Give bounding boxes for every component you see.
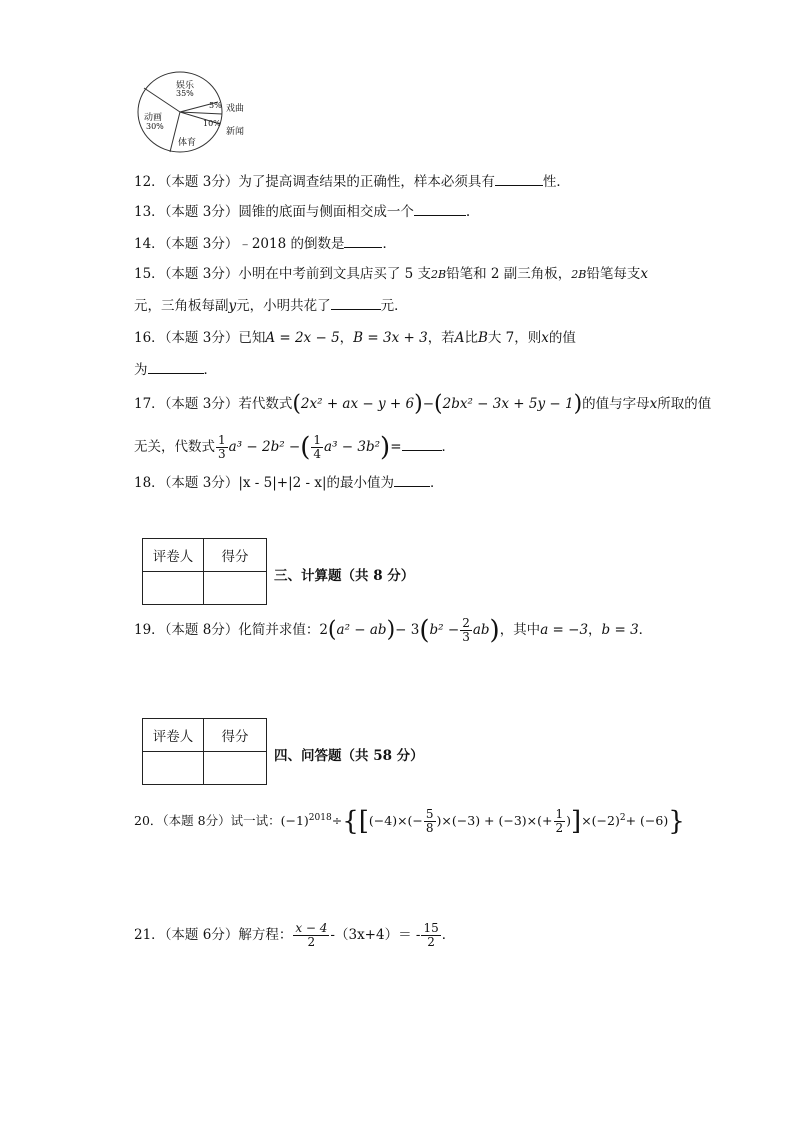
reviewer-header: 评卷人 bbox=[143, 719, 204, 752]
question-19: 19．（本题 8分）化简并求值：2(a² − ab)− 3(b² − $\frac{2}{3}$ ab)，其中a = −3，b = 3． bbox=[134, 615, 653, 646]
reviewer-cell[interactable] bbox=[143, 752, 204, 785]
score-header: 得分 bbox=[204, 719, 267, 752]
score-cell[interactable] bbox=[204, 572, 267, 605]
pie-value-xiqu: 5% bbox=[209, 101, 222, 110]
section-3-title: 三、计算题（共 8 分） bbox=[274, 568, 415, 584]
question-16-line-2: 为 ． bbox=[134, 359, 217, 380]
question-15: 15．（本题 3分）小明在中考前到文具店买了 5 支2B铅笔和 2 副三角板，2B铅笔每支x bbox=[134, 266, 648, 282]
pie-value-yule: 35% bbox=[176, 89, 194, 98]
answer-blank[interactable] bbox=[402, 436, 442, 451]
answer-blank[interactable] bbox=[344, 233, 382, 248]
grade-table-section-4 bbox=[142, 718, 267, 785]
grade-table-section-3 bbox=[142, 538, 267, 605]
score-cell[interactable] bbox=[204, 752, 267, 785]
question-17: 17．（本题 3分）若代数式(2x² + ax − y + 6)−(2bx² − 3x + 5y − 1)的值与字母x所取的值 bbox=[134, 391, 712, 417]
reviewer-header: 评卷人 bbox=[143, 539, 204, 572]
question-21: 21．（本题 6分）解方程： $\frac{x - 4}{2}$ -（3x+4）＝ - $\frac{15}{2}$ ． bbox=[134, 921, 456, 949]
answer-blank[interactable] bbox=[331, 295, 381, 310]
pie-label-donghua: 动画 bbox=[144, 113, 163, 123]
question-18: 18．（本题 3分）|x - 5|+|2 - x|的最小值为 ． bbox=[134, 472, 444, 493]
question-20: 20．（本题 8分）试一试：$(-1)^{2018}\div\{[(-4)\times(-$ $\frac{5}{8}$ )×(−3) + (−3)×(+ $\frac{1}{2}$ )]$\times(-2)^2+ (-6)$} bbox=[134, 806, 685, 837]
answer-blank[interactable] bbox=[414, 201, 466, 216]
section-4-title: 四、问答题（共 58 分） bbox=[274, 748, 424, 764]
pie-label-xiqu: 戏曲 bbox=[226, 104, 245, 114]
question-17-line-2: 无关，代数式 $\frac{1}{3}$ a³ − 2b² −( $\frac{1}{4}$ a³ − 3b²)= ． bbox=[134, 432, 456, 463]
pie-label-xinwen: 新闻 bbox=[226, 127, 245, 137]
score-header: 得分 bbox=[204, 539, 267, 572]
question-12: 12．（本题 3分）为了提高调查结果的正确性，样本必须具有 性． bbox=[134, 171, 570, 192]
pie-label-yule: 娱乐 bbox=[176, 81, 195, 91]
question-14: 14．（本题 3分）﹣2018 的倒数是 ． bbox=[134, 233, 396, 254]
pie-value-xinwen: 10% bbox=[203, 119, 221, 128]
answer-blank[interactable] bbox=[148, 359, 204, 374]
reviewer-cell[interactable] bbox=[143, 572, 204, 605]
pie-value-donghua: 30% bbox=[146, 122, 164, 131]
question-13: 13．（本题 3分）圆锥的底面与侧面相交成一个 . bbox=[134, 201, 470, 222]
answer-blank[interactable] bbox=[495, 171, 543, 186]
question-15-line-2: 元，三角板每副y元，小明共花了 元． bbox=[134, 295, 408, 316]
answer-blank[interactable] bbox=[394, 472, 430, 487]
question-16: 16．（本题 3分）已知A = 2x − 5，B = 3x + 3，若A比B大 7，则x的值 bbox=[134, 330, 576, 346]
pie-label-tiyu: 体育 bbox=[178, 138, 197, 148]
